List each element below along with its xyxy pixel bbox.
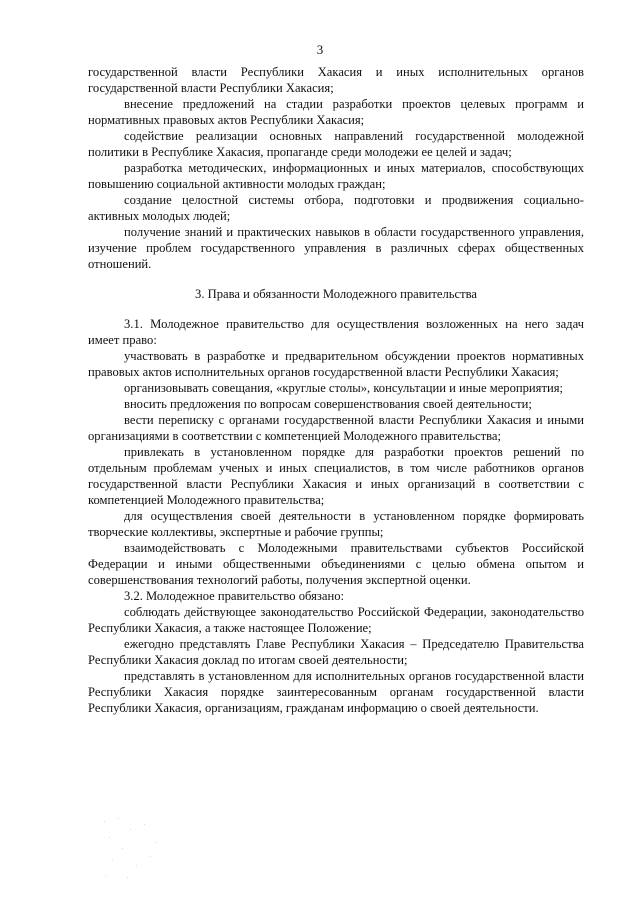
section-heading: 3. Права и обязанности Молодежного правительства [195,287,477,301]
paragraph: участвовать в разработке и предварительном обсуждении проектов нормативных правовых актов исполнительных органов государственной власти Республики Хакасия; [88,349,584,379]
paragraph: соблюдать действующее законодательство Российской Федерации, законодательство Республики Хакасия, а также настоящее Положение; [88,605,584,635]
paragraph: 3.1. Молодежное правительство для осуществления возложенных на него задач имеет право: [88,317,584,347]
paragraph: для осуществления своей деятельности в установленном порядке формировать творческие коллективы, экспертные и рабочие группы; [88,509,584,539]
scan-artifact [100,815,170,885]
paragraph: разработка методических, информационных и иных материалов, способствующих повышению социальной активности молодых граждан; [88,161,584,191]
paragraph: внесение предложений на стадии разработки проектов целевых программ и нормативных правовых актов Республики Хакасия; [88,97,584,127]
paragraph: создание целостной системы отбора, подготовки и продвижения социально-активных молодых людей; [88,193,584,223]
page-number: 3 [316,42,324,57]
paragraph: 3.2. Молодежное правительство обязано: [124,589,345,603]
paragraph: организовывать совещания, «круглые столы», консультации и иные мероприятия; [124,381,563,395]
paragraph: содействие реализации основных направлений государственной молодежной политики в Республике Хакасия, пропаганде среди молодежи ее целей и задач; [88,129,584,159]
paragraph: взаимодействовать с Молодежными правительствами субъектов Российской Федерации и иными общественными объединениями с целью обмена опытом и совершенствования технологий работы, получения экспертной оценки. [88,541,584,587]
paragraph: получение знаний и практических навыков в области государственного управления, изучение проблем государственного управления в различных сферах общественных отношений. [88,225,584,271]
paragraph: привлекать в установленном порядке для разработки проектов решений по отдельным проблемам ученых и иных специалистов, в том числе работников органов государственной власти Республики Хакасия и иных организаций в соответствии с компетенцией Молодежного правительства; [88,445,584,507]
paragraph: ежегодно представлять Главе Республики Хакасия – Председателю Правительства Республики Хакасия доклад по итогам своей деятельности; [88,637,584,667]
paragraph: вносить предложения по вопросам совершенствования своей деятельности; [124,397,532,411]
paragraph: представлять в установленном для исполнительных органов государственной власти Республики Хакасия порядке заинтересованным органам государственной власти Республики Хакасия, организациям, гражданам информацию о своей деятельности. [88,669,584,715]
paragraph: государственной власти Республики Хакасия и иных исполнительных органов государственной власти Республики Хакасия; [88,65,584,95]
paragraph: вести переписку с органами государственной власти Республики Хакасия и иными организациями в соответствии с компетенцией Молодежного правительства; [88,413,584,443]
document-body [88,64,584,716]
